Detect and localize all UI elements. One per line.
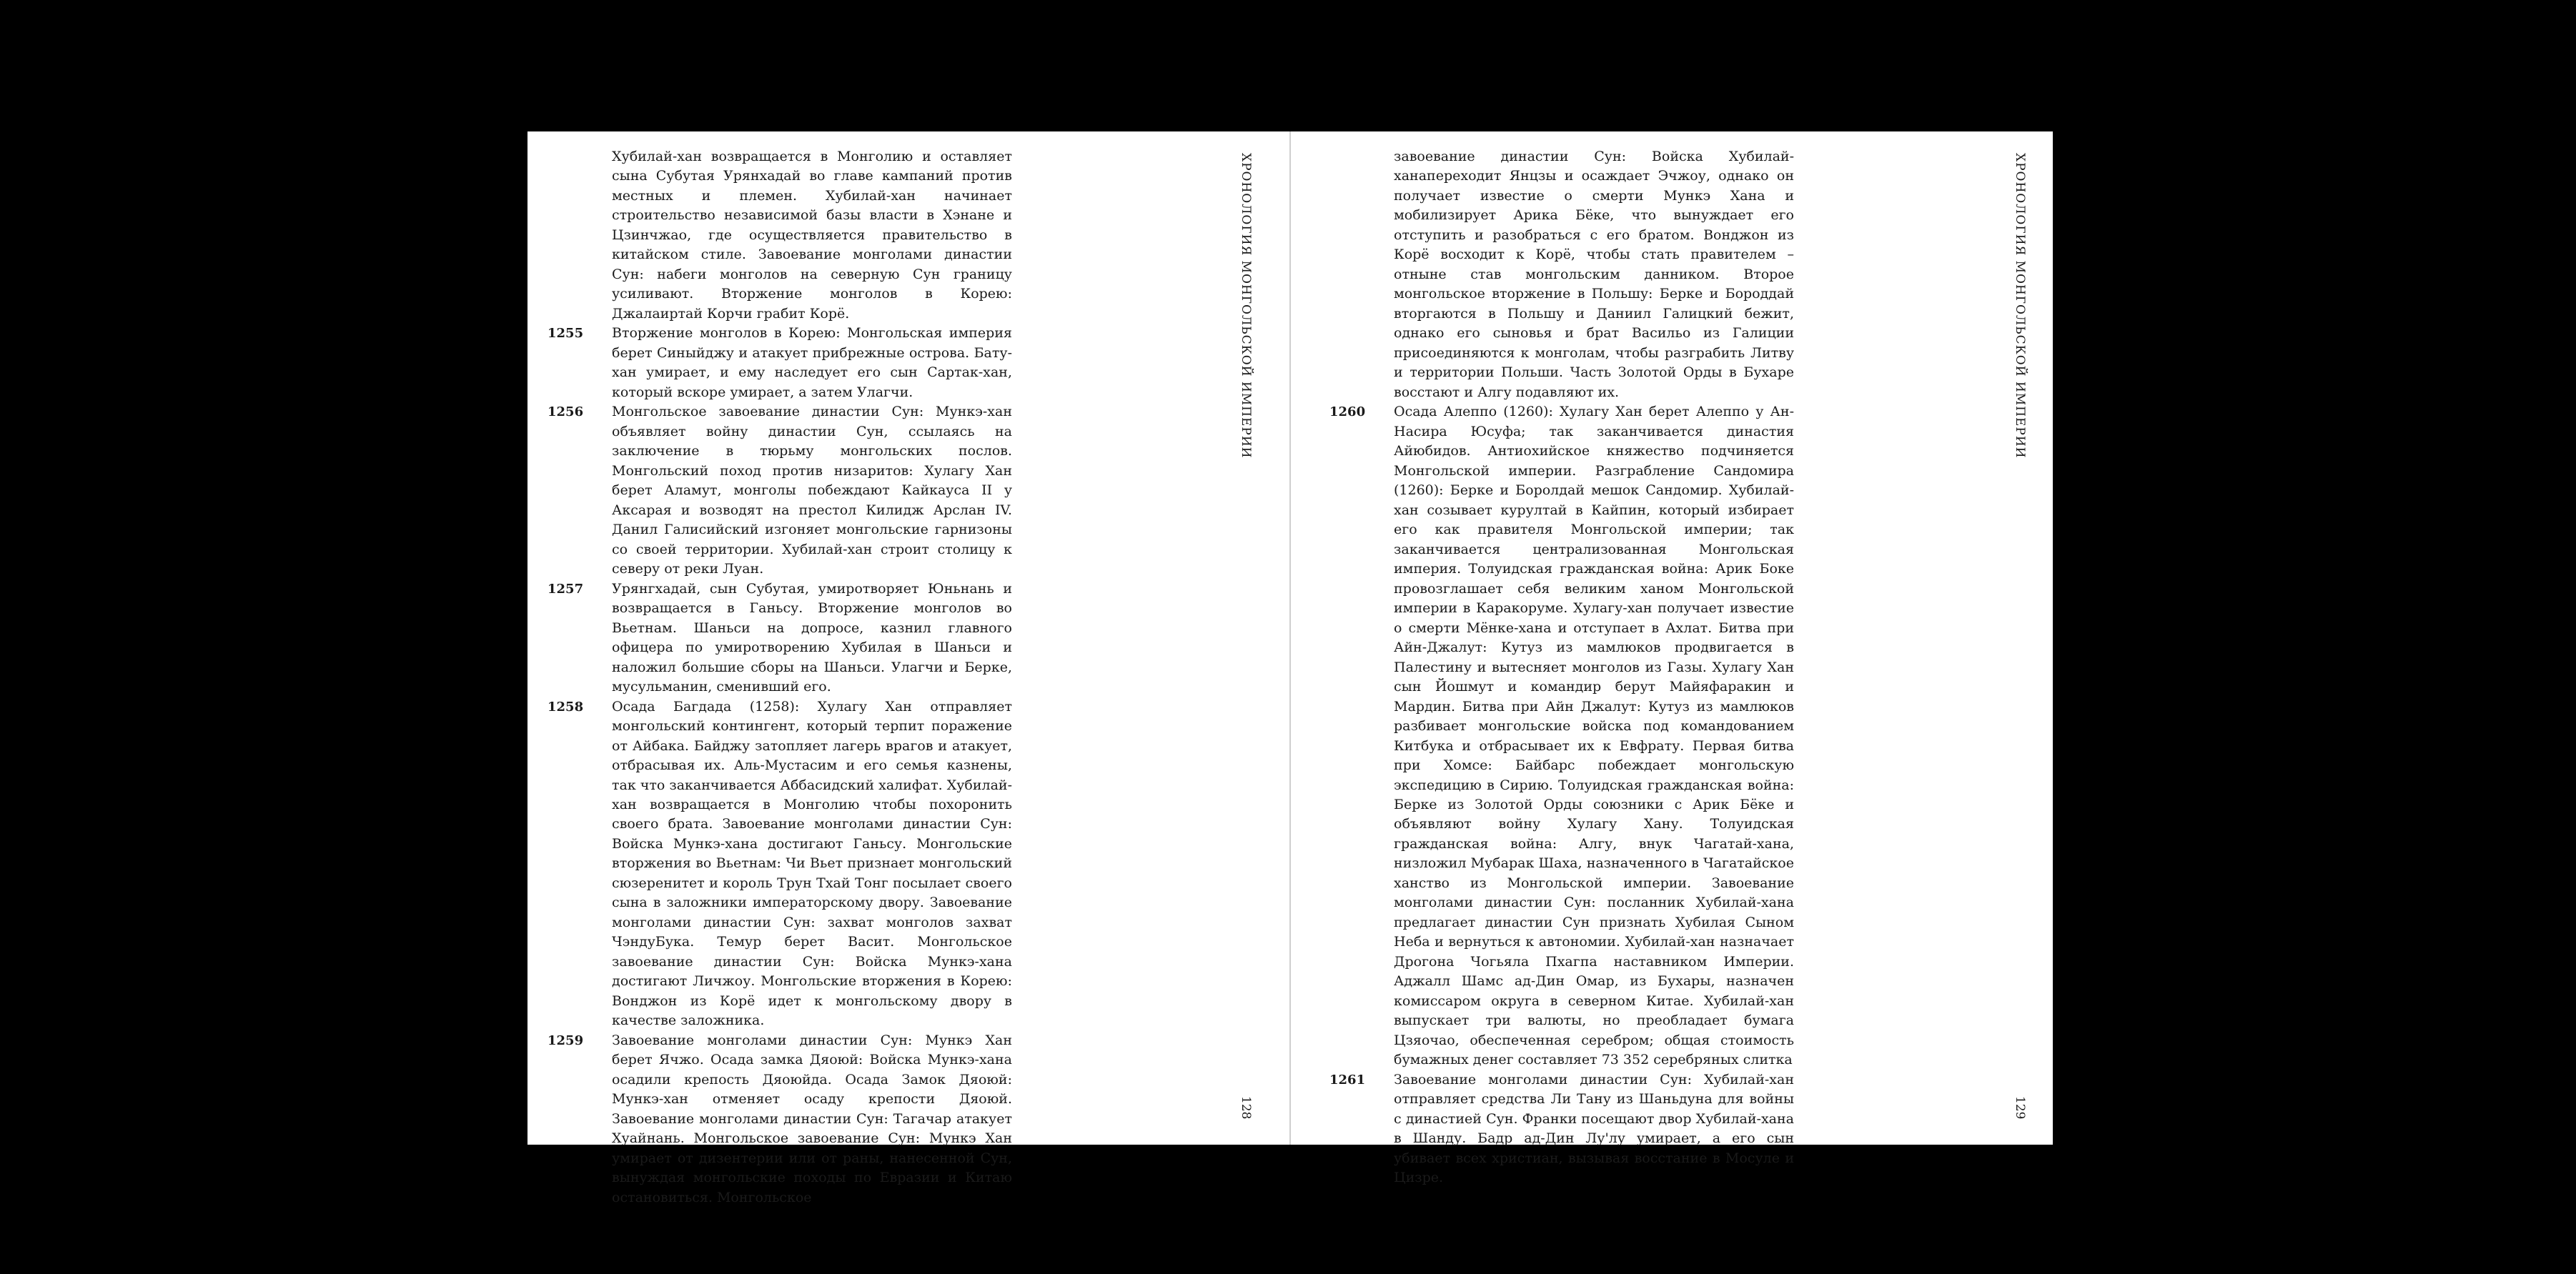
timeline-entry-1260: [1329, 402, 1794, 1070]
year-label: 1261: [1329, 1072, 1366, 1088]
year-label: 1258: [548, 699, 584, 715]
left-page-text: [548, 147, 1012, 1208]
right-intro-paragraph: завоевание династии Сун: Войска Хубилай-ханапереходит Янцзы и осаждает Эчжоу, однако он получает известие о смерти Мункэ Хана и мобилизирует Арика Бёке, что вынуждает его отступить и разобраться с его братом. Вонджон из Корё восходит к Корё, чтобы стать правителем – отныне став монгольским данником. Второе монгольское вторжение в Польшу: Берке и Бороддай вторгаются в Польшу и Даниил Галицкий бежит, однако его сыновья и брат Васильо из Галиции присоединяются к монголам, чтобы разграбить Литву и территории Польши. Часть Золотой Орды в Бухаре восстают и Алгу подавляют их.: [1394, 149, 1794, 400]
right-page: [1291, 131, 2053, 1186]
entry-text: Завоевание монголами династии Сун: Хубилай-хан отправляет средства Ли Тану из Шаньдуна для войны с династией Сун. Франки посещают двор Хубилай-хана в Шанду. Бадр ад-Дин Лу'лу умирает, а его сын убивает всех христиан, вызывая восстание в Мосуле и Цизре.: [1394, 1071, 1794, 1186]
running-title: ХРОНОЛОГИЯ МОНГОЛЬСКОЙ ИМПЕРИИ: [2013, 153, 2027, 459]
entry-text: Вторжение монголов в Корею: Монгольская империя берет Синыйджу и атакует прибрежные острова. Бату-хан умирает, и ему наследует его сын Сартак-хан, который вскоре умирает, а затем Улагчи.: [612, 325, 1012, 400]
timeline-entry-1258: [548, 697, 1012, 1031]
left-page: [527, 131, 1289, 1205]
timeline-entry-1255: [548, 324, 1012, 402]
timeline-entry-1256: [548, 402, 1012, 579]
left-intro-paragraph: Хубилай-хан возвращается в Монголию и оставляет сына Субутая Урянхадай во главе кампаний против местных и племен. Хубилай-хан начинает строительство независимой базы власти в Хэнане и Цзинчжао, где осуществляется правительство в китайском стиле. Завоевание монголами династии Сун: набеги монголов на северную Сун границу усиливают. Вторжение монголов в Корею: Джалаиртай Корчи грабит Корё.: [612, 149, 1012, 322]
entry-text: Монгольское завоевание династии Сун: Мункэ-хан объявляет войну династии Сун, ссылаясь на заключение в тюрьму монгольских послов. Монгольский поход против низаритов: Хулагу Хан берет Аламут, монголы побеждают Кайкауса II у Аксарая и возводят на престол Килидж Арслан IV. Данил Галисийский изгоняет монгольские гарнизоны со своей территории. Хубилай-хан строит столицу к северу от реки Луан.: [612, 404, 1012, 577]
entry-text: Осада Багдада (1258): Хулагу Хан отправляет монгольский контингент, который терпит поражение от Айбака. Байджу затопляет лагерь врагов и атакует, отбрасывая их. Аль-Мустасим и его семья казнены, так что заканчивается Аббасидский халифат. Хубилай-хан возвращается в Монголию чтобы похоронить своего брата. Завоевание монголами династии Сун: Войска Мункэ-хана достигают Ганьсу. Монгольские вторжения во Вьетнам: Чи Вьет признает монгольский сюзеренитет и король Трун Тхай Тонг посылает своего сына в заложники императорскому двору. Завоевание монголами династии Сун: захват монголов захват ЧэндуБука. Темур берет Васит. Монгольское завоевание династии Сун: Войска Мункэ-хана достигают Личжоу. Монгольские вторжения в Корею: Вонджон из Корё идет к монгольскому двору в качестве заложника.: [612, 698, 1012, 1029]
right-page-text: [1329, 147, 1794, 1188]
page-number: 129: [2013, 1096, 2027, 1120]
timeline-entry-1261: [1329, 1070, 1794, 1188]
page-number: 128: [1239, 1096, 1253, 1120]
year-label: 1255: [548, 326, 584, 342]
running-title: ХРОНОЛОГИЯ МОНГОЛЬСКОЙ ИМПЕРИИ: [1239, 153, 1253, 459]
entry-text: Осада Алеппо (1260): Хулагу Хан берет Алеппо у Ан-Насира Юсуфа; так заканчивается династия Айюбидов. Антиохийское княжество подчиняется Монгольской империи. Разграбление Сандомира (1260): Берке и Боролдай мешок Сандомир. Хубилай-хан созывает курултай в Кайпин, который избирает его как правителя Монгольской империи; так заканчивается централизованная Монгольская империя. Толуидская гражданская война: Арик Боке провозглашает себя великим ханом Монгольской империи в Каракоруме. Хулагу-хан получает известие о смерти Мёнке-хана и отступает в Ахлат. Битва при Айн-Джалут: Кутуз из мамлюков продвигается в Палестину и вытесняет монголов из Газы. Хулагу Хан сын Йошмут и командир берут Майяфаракин и Мардин. Битва при Айн Джалут: Кутуз из мамлюков разбивает монгольские войска под командованием Китбука и отбрасывает их к Евфрату. Первая битва при Хомсе: Байбарс побеждает монгольскую экспедицию в Сирию. Толуидская гражданская война: Берке из Золотой Орды союзники с Арик Бёке и объявляют войну Хулагу Хану. Толуидская гражданская война: Алгу, внук Чагатай-хана, низложил Мубарак Шаха, назначенного в Чагатайское ханство из Монгольской империи. Завоевание монголами династии Сун: посланник Хубилай-хана предлагает династии Сун признать Хубилая Сыном Неба и вернуться к автономии. Хубилай-хан назначает Дрогона Чогьяла Пхагпа наставником Империи. Аджалл Шамс ад-Дин Омар, из Бухары, назначен комиссаром округа в северном Китае. Хубилай-хан выпускает три валюты, но преобладает бумага Цзяочао, обеспеченная серебром; общая стоимость бумажных денег составляет 73 352 серебряных слитка: [1394, 404, 1794, 1068]
year-label: 1257: [548, 581, 584, 597]
entry-text: Урянгхадай, сын Субутая, умиротворяет Юньнань и возвращается в Ганьсу. Вторжение монголов во Вьетнам. Шаньси на допросе, казнил главного офицера по умиротворению Хубилая в Шаньси и наложил большие сборы на Шаньси. Улагчи и Берке, мусульманин, сменивший его.: [612, 580, 1012, 695]
entry-text: Завоевание монголами династии Сун: Мункэ Хан берет Ячжо. Осада замка Дяоюй: Войска Мункэ-хана осадили крепость Дяоюйда. Осада Замок Дяоюй: Мункэ-хан отменяет осаду крепости Дяоюй. Завоевание монголами династии Сун: Тагачар атакует Хуайнань. Монгольское завоевание Сун: Мункэ Хан умирает от дизентерии или от раны, нанесенной Сун, вынуждая монгольские походы по Евразии и Китаю остановиться. Монгольское: [612, 1032, 1012, 1205]
year-label: 1256: [548, 404, 584, 420]
timeline-entry-1259: [548, 1031, 1012, 1208]
year-label: 1260: [1329, 404, 1366, 420]
year-label: 1259: [548, 1032, 584, 1048]
timeline-entry-1257: [548, 579, 1012, 697]
